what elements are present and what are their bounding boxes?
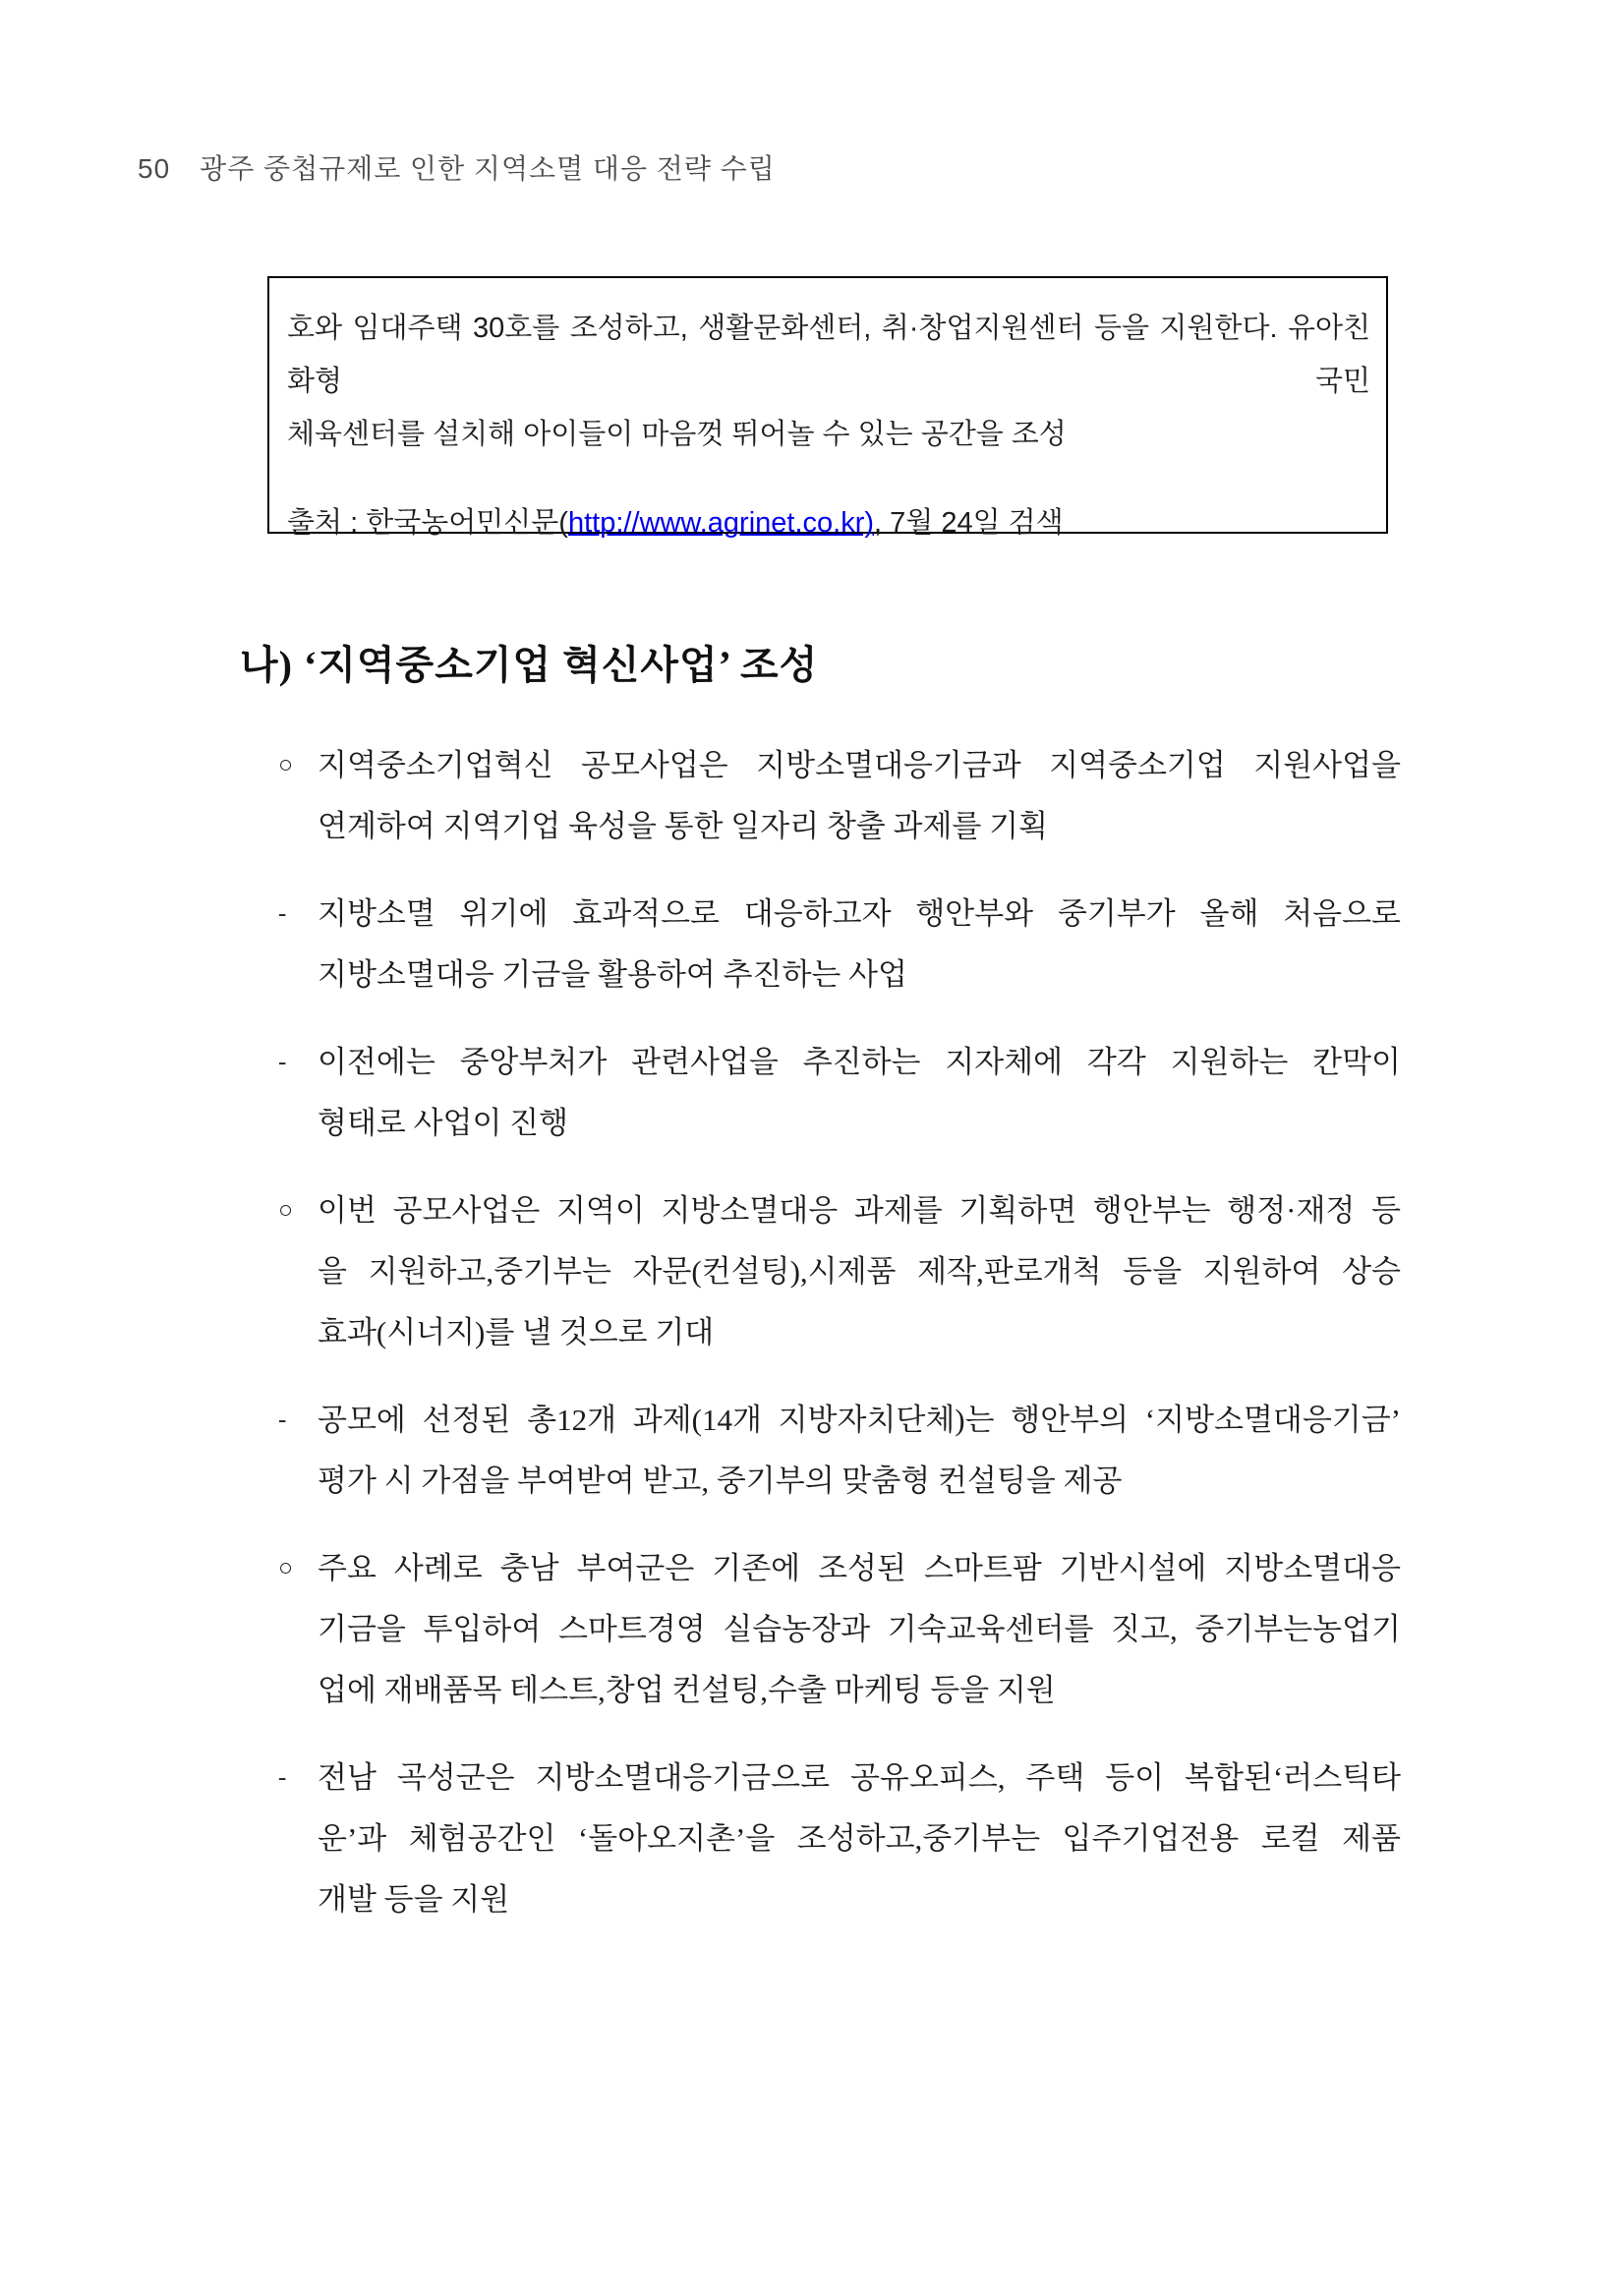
bullet-line: 운’과 체험공간인 ‘돌아오지촌’을 조성하고,중기부는 입주기업전용 로컬 제품	[318, 1821, 1401, 1856]
bullet-line: 전남 곡성군은 지방소멸대응기금으로 공유오피스, 주택 등이 복합된‘러스틱타	[318, 1760, 1401, 1795]
bullet-item	[278, 884, 1401, 1005]
bullet-text	[318, 1538, 1401, 1721]
quote-line: 호와 임대주택 30호를 조성하고, 생활문화센터, 취·창업지원센터 등을 지원한다. 유아친화형 국민	[287, 313, 1370, 397]
bullet-item	[278, 735, 1401, 857]
page-number: 50	[138, 153, 171, 184]
bullet-line: 주요 사례로 충남 부여군은 기존에 조성된 스마트팜 기반시설에 지방소멸대응	[318, 1551, 1401, 1585]
bullet-text	[318, 884, 1401, 1005]
bullet-text	[318, 1032, 1401, 1154]
dash-bullet-marker: -	[278, 1049, 287, 1075]
bullet-item	[278, 1748, 1401, 1930]
bullet-line: 공모에 선정된 총12개 과제(14개 지방자치단체)는 행안부의 ‘지방소멸대응기금’	[318, 1403, 1401, 1437]
bullet-line: 평가 시 가점을 부여받여 받고, 중기부의 맞춤형 컨설팅을 제공	[318, 1464, 1123, 1498]
bullet-line: 지방소멸대응 기금을 활용하여 추진하는 사업	[318, 957, 907, 992]
dash-bullet-marker: -	[278, 900, 287, 927]
bullet-line: 이전에는 중앙부처가 관련사업을 추진하는 지자체에 각각 지원하는 칸막이	[318, 1045, 1401, 1079]
quote-line: 체육센터를 설치해 아이들이 마음껏 뛰어놀 수 있는 공간을 조성	[287, 419, 1067, 450]
circle-bullet-marker: ○	[278, 1555, 294, 1581]
source-suffix: , 7월 24일 검색	[874, 507, 1064, 539]
circle-bullet-marker: ○	[278, 752, 294, 778]
bullet-line: 업에 재배품목 테스트,창업 컨설팅,수출 마케팅 등을 지원	[318, 1673, 1056, 1707]
bullet-text	[318, 1390, 1401, 1512]
bullet-text	[318, 1748, 1401, 1930]
bullet-line: 지방소멸 위기에 효과적으로 대응하고자 행안부와 중기부가 올해 처음으로	[318, 896, 1401, 931]
bullet-line: 을 지원하고,중기부는 자문(컨설팅),시제품 제작,판로개척 등을 지원하여 상승	[318, 1254, 1401, 1289]
bullet-line: 이번 공모사업은 지역이 지방소멸대응 과제를 기획하면 행안부는 행정·재정 등	[318, 1193, 1401, 1228]
quote-box	[267, 276, 1388, 539]
bullet-line: 연계하여 지역기업 육성을 통한 일자리 창출 과제를 기획	[318, 809, 1049, 843]
section-heading: 나) ‘지역중소기업 혁신사업’ 조성	[240, 643, 819, 687]
running-title: 광주 중첩규제로 인한 지역소멸 대응 전략 수립	[200, 153, 776, 184]
page-header	[138, 147, 776, 187]
dash-bullet-marker: -	[278, 1406, 287, 1433]
circle-bullet-marker: ○	[278, 1197, 294, 1224]
quote-body	[287, 302, 1370, 461]
bullet-text	[318, 1180, 1401, 1363]
quote-source	[287, 496, 1370, 549]
bullet-text	[318, 735, 1401, 857]
dash-bullet-marker: -	[278, 1764, 287, 1791]
bullet-line: 개발 등을 지원	[318, 1882, 510, 1917]
bullet-list	[278, 735, 1401, 1957]
bullet-line: 효과(시너지)를 낼 것으로 기대	[318, 1315, 715, 1349]
source-prefix: 출처 : 한국농어민신문(	[287, 507, 568, 539]
bullet-line: 지역중소기업혁신 공모사업은 지방소멸대응기금과 지역중소기업 지원사업을	[318, 748, 1401, 782]
bullet-line: 형태로 사업이 진행	[318, 1106, 569, 1140]
bullet-item	[278, 1390, 1401, 1512]
source-link[interactable]: http://www.agrinet.co.kr)	[567, 507, 875, 539]
bullet-line: 기금을 투입하여 스마트경영 실습농장과 기숙교육센터를 짓고, 중기부는농업기	[318, 1612, 1401, 1646]
bullet-item	[278, 1538, 1401, 1721]
bullet-item	[278, 1180, 1401, 1363]
bullet-item	[278, 1032, 1401, 1154]
